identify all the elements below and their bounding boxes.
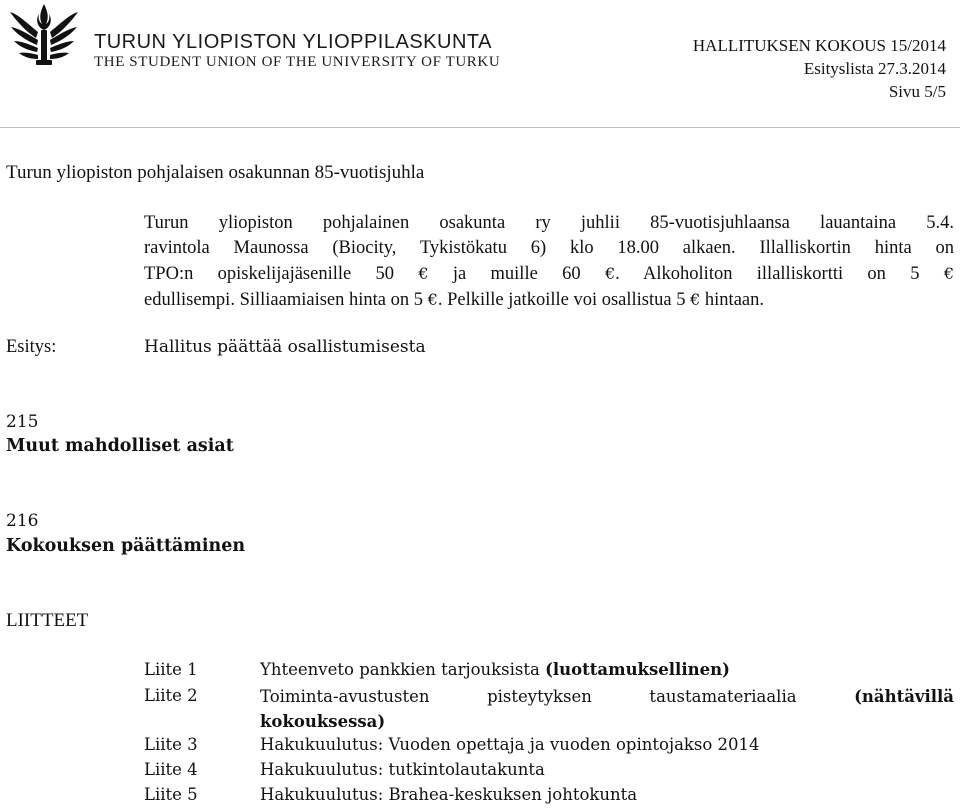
proposal-label: Esitys: bbox=[6, 337, 57, 357]
attachment-label: Liite 1 bbox=[144, 660, 198, 679]
description-text: hintaan. bbox=[700, 290, 764, 310]
attachment-text: Hakukuulutus: Brahea-keskuksen johtokunta bbox=[260, 785, 638, 804]
section-number: 215 bbox=[6, 412, 39, 432]
description-text: . Pelkille jatkoille voi osallistua 5 bbox=[437, 290, 691, 310]
organization-name-english: THE STUDENT UNION OF THE UNIVERSITY OF TURKU bbox=[94, 54, 501, 70]
description-text: edullisempi. Silliaamiaisen hinta on 5 bbox=[144, 290, 428, 310]
attachment-text: Hakukuulutus: Vuoden opettaja ja vuoden opintojakso 2014 bbox=[260, 735, 760, 754]
description-line bbox=[144, 211, 954, 236]
meeting-title: HALLITUKSEN KOKOUS 15/2014 bbox=[692, 36, 946, 55]
attachment-description: Yhteenveto pankkien tarjouksista bbox=[260, 660, 546, 679]
student-union-logo bbox=[8, 2, 80, 68]
euro-sign: € bbox=[418, 264, 429, 283]
attachment-description: Toiminta-avustusten pisteytyksen taustamateriaalia bbox=[260, 687, 855, 706]
description-line bbox=[144, 236, 954, 261]
section-title: Muut mahdolliset asiat bbox=[6, 436, 234, 456]
attachment-label: Liite 4 bbox=[144, 760, 198, 779]
attachment-label: Liite 5 bbox=[144, 785, 198, 804]
attachment-label: Liite 2 bbox=[144, 686, 198, 705]
organization-name: TURUN YLIOPISTON YLIOPPILASKUNTA bbox=[94, 31, 492, 53]
item-title: Turun yliopiston pohjalaisen osakunnan 85-vuotisjuhla bbox=[6, 162, 425, 183]
description-line bbox=[144, 287, 954, 313]
attachment-text: Hakukuulutus: tutkintolautakunta bbox=[260, 760, 545, 779]
euro-sign: € bbox=[604, 264, 616, 283]
description-text: TPO:n opiskelijajäsenille 50 bbox=[144, 264, 419, 284]
attachment-note: (nähtävillä kokouksessa) bbox=[260, 687, 954, 731]
description-text: . Alkoholiton illalliskortti on 5 bbox=[615, 264, 944, 284]
agenda-date: Esityslista 27.3.2014 bbox=[803, 59, 946, 78]
attachment-text bbox=[260, 660, 730, 679]
euro-sign: € bbox=[943, 264, 954, 283]
description-text: ja muille 60 bbox=[428, 264, 605, 284]
euro-sign: € bbox=[690, 290, 701, 309]
header-divider bbox=[0, 127, 960, 128]
proposal-text: Hallitus päättää osallistumisesta bbox=[144, 337, 426, 357]
attachment-note: (luottamuksellinen) bbox=[545, 660, 730, 679]
description-text: ravintola Maunossa (Biocity, Tykistökatu 6) klo 18.00 alkaen. Illalliskortin hinta on bbox=[144, 238, 954, 258]
description-text: Turun yliopiston pohjalainen osakunta ry juhlii 85-vuotisjuhlaansa lauantaina 5.4. bbox=[144, 213, 954, 233]
page-number: Sivu 5/5 bbox=[888, 82, 946, 101]
description-line bbox=[144, 261, 954, 287]
attachments-heading: LIITTEET bbox=[6, 610, 89, 631]
euro-sign: € bbox=[427, 290, 438, 309]
item-description bbox=[144, 211, 954, 313]
section-title: Kokouksen päättäminen bbox=[6, 536, 246, 556]
attachment-label: Liite 3 bbox=[144, 735, 198, 754]
attachment-text bbox=[260, 684, 954, 734]
section-number: 216 bbox=[6, 511, 39, 531]
